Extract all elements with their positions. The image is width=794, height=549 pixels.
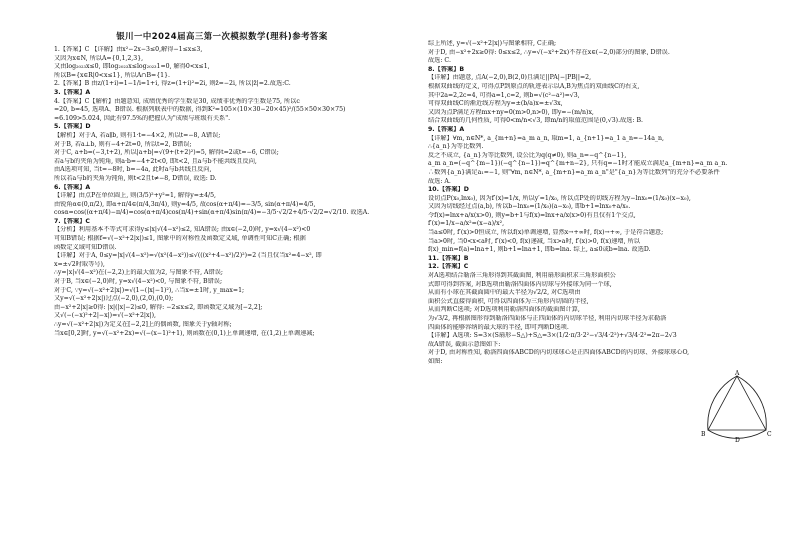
right_column-line: ∴数列{a_n}满足a₁=−1, 则"∀m, n∈N*, a_{m+n}=a_m a_n"是"{a_n}为等比数列"的充分不必要条件 bbox=[428, 168, 720, 176]
right_column-line: 当a>0时, 当0<x<a时, f′(x)<0, f(x)递减, 当x>a时, f′(x)>0, f(x)递增, 所以 bbox=[428, 237, 640, 245]
right_column-line: 故选: A. bbox=[428, 177, 451, 185]
right_column-line: 对于D, 由对称性知, 勒洛四面体ABCD的内切球球心是正四面体ABCD的内切球、外接球球心O, bbox=[428, 349, 690, 357]
left_column-line: 【详解】对于A, 0≤y=|x|√(4−x²)=√(x²(4−x²))≤√(((x²+4−x²)/2)²)=2 (当且仅当x²=4−x², 即 bbox=[54, 252, 322, 260]
right_column-line: 为√3/2, 再根据图形得到勒洛四面体与正四面体的内切球半径, 利用内切球半径为求勒洛 bbox=[428, 315, 667, 322]
left_column-line: =20, b=45, 选项A、B错误. 根据列联表中的数据, 得到K²=105×(10×30−20×45)²/(55×50×30×75) bbox=[54, 106, 346, 114]
reuleaux-triangle-figure bbox=[700, 370, 774, 444]
page-title: 银川一中2024届高三第一次模拟数学(理科)参考答案 bbox=[116, 31, 328, 41]
inner-triangle bbox=[708, 376, 766, 430]
left_column-line: 可知B错误; 根据f=√(−x²+2|x|)≤1, 图象中的对称性及函数定义域, 单调性可知C正确; 根据 bbox=[54, 235, 306, 243]
left_column-line: 【分析】利用基本不等式可求得y≤|x|√(4−x²)≤2, 知A错误; 由x∈(−2,0)时, y=x√(4−x²)<0 bbox=[54, 226, 311, 234]
right_column-line: 故选: C. bbox=[428, 57, 451, 65]
right_column-line: f(x)_min=f(a)=lna+1, 则b+1=lna+1, 即b=lna. 综上, a≤0或b=lna. 故选D. bbox=[428, 246, 651, 254]
right_column-line: 故A错误, 截面示意图如下: bbox=[428, 340, 501, 348]
right_column-line: 9.【答案】A bbox=[428, 125, 465, 133]
right_column-line: 对A选项结合勒洛三角形得到其截面图, 利用扇形面积求三角形面积公 bbox=[428, 272, 616, 280]
left_column-line: 又√(−(−x)²+2|−x|)=√(−x²+2|x|), bbox=[54, 312, 156, 320]
left_column-line: 7.【答案】C bbox=[54, 217, 90, 225]
right_column-line: 面积公式直接得面积, 可得以四面体为三角形内切圆的半径, bbox=[428, 297, 589, 305]
vertex-label-c: C bbox=[767, 431, 772, 438]
right_column-line: ∴{a_n}为等比数列. bbox=[428, 143, 484, 151]
reuleaux-outline bbox=[708, 376, 767, 438]
left_column-line: 又y=√(−x²+2|x|)过点(−2,0),(2,0),(0,0); bbox=[54, 295, 174, 303]
left_column-line: 对于B, 当x∈(−2,0)时, y=x√(4−x²)<0, 与图象不符, B错误; bbox=[54, 278, 223, 286]
right_column-line: f′(x)=1/x−a/x²=(x−a)/x², bbox=[428, 220, 505, 228]
left_column-line: 由−x²+2|x|≥0得: |x|(|x|−2)≤0, 解得: −2≤x≤2, 即函数定义域为[−2,2]; bbox=[54, 303, 263, 311]
left_column-line: x=±√2时取等号), bbox=[54, 260, 105, 268]
left-column bbox=[54, 46, 390, 338]
right_column-line: 对于D, 由−x²+2x≥0得: 0≤x≤2, ∴y=√(−x²+2x)不存在x∈(−2,0)部分的图象, D错误. bbox=[428, 48, 670, 56]
left_column-line: 所以若a与b的夹角为钝角, 则t<2且t≠−8, D错误, 故选: D. bbox=[54, 174, 217, 182]
right_column-line: 【详解】A选项: S=3×(S扇形−S△)+S△=3×(1/2·π/3·2²−√3/4·2²)+√3/4·2²=2π−2√3 bbox=[428, 332, 677, 340]
right_column-line: 设切点P(x₀,lnx₀), 因为f′(x)=1/x, 所以y′=1/x₀, 所以点P处的切线方程为y−lnx₀=(1/x₀)(x−x₀), bbox=[428, 194, 691, 202]
right_column-line: 从而有小球在其截面圆中的最大半径为√2/2, 对C选项由 bbox=[428, 289, 581, 297]
right_column-line: 四面体的能够容纳的最大球的半径, 即可判断D选项. bbox=[428, 323, 569, 331]
right_column-line: 根据双曲线的定义, 可得点P到原点的轨迹表示以A,B为焦点的双曲线C的右支, bbox=[428, 82, 640, 90]
vertex-label-a: A bbox=[735, 370, 740, 377]
right_column-line: 式即可得到答案, 对B选项由勒洛四面体内切球与外接球为同一个球, bbox=[428, 280, 612, 288]
right_column-line: 令f(x)=lnx+a/x(x>0), 则y=b+1与f(x)=lnx+a/x(x>0)有且仅有1个交点, bbox=[428, 211, 636, 219]
left_column-line: 1.【答案】C 【详解】由x²−2x−3≤0,解得−1≤x≤3, bbox=[54, 46, 203, 53]
left_column-line: 函数定义域可知D错误. bbox=[54, 243, 117, 251]
right_column-line: 【详解】由题意, 点A(−2,0),B(2,0)且满足||PA|−|PB||=2, bbox=[428, 74, 592, 82]
right_column-line: 反之不成立, {a_n}为等比数列, 设公比为q(q≠0), 则a_n=−q^{n−1}, bbox=[428, 151, 627, 159]
right_column-line: 当a≤0时, f′(x)>0恒成立, 所以f(x)单调递增, 显然x→+∞时, f(x)→+∞, 于是符合题意; bbox=[428, 229, 664, 237]
right-column bbox=[428, 40, 768, 367]
left_column-line: ∴y=|x|√(4−x²)在(−2,2)上的最大值为2, 与图象不符, A错误; bbox=[54, 269, 223, 277]
right_column-line: 又因为点P满足方程mx+ny=0(m>0,n>0), 即y=−(m/n)x, bbox=[428, 108, 594, 116]
left_column-line: 又由log₂₀₂₃x≤0, 即log₂₀₂₃x≤log₂₀₂₃1=0, 解得0<x≤1, bbox=[54, 63, 210, 71]
left_column-line: ≈6.109>5.024, 因此有97.5%的把握认为"成绩与班级有关系". bbox=[54, 114, 231, 122]
left_column-line: 6.【答案】A bbox=[54, 183, 91, 191]
left_column-line: 对于C, ∵y=√(−x²+2|x|)=√(1−(|x|−1)²), ∴当x=±1时, y_max=1; bbox=[54, 286, 245, 294]
left_column-line: ∴y=√(−x²+2|x|)为定义在[−2,2]上的偶函数, 图象关于y轴对称; bbox=[54, 321, 232, 328]
right_column-line: 结合双曲线的几何性质, 可得0<m/n<√3, 即m/n的取值范围是(0,√3).故选: B. bbox=[428, 117, 644, 125]
left_column-line: 由A选项可知, 当t=−8时, b=−4a, 此时a与b共线且反向, bbox=[54, 166, 212, 174]
left_column-line: 对于C, a+b=(−3,t+2), 所以|a+b|=√(9+(t+2)²)=5, 解得t=2或t=−6, C错误; bbox=[54, 149, 279, 157]
left_column-line: 对于B, 若a⊥b, 则有−4+2t=0, 所以t=2, B错误; bbox=[54, 140, 192, 148]
right_column-line: 8.【答案】B bbox=[428, 65, 465, 73]
right_column-line: a_m a_n=(−q^{m−1})(−q^{n−1})=q^{m+n−2}, 只有q=−1时才能成立满足a_{m+n}=a_m a_n. bbox=[428, 160, 728, 168]
left_column-line: 【解析】对于A, 若a∥b, 则有1·t=−4×2, 所以t=−8, A错误; bbox=[54, 131, 221, 139]
right_column-line: 从而判断C选项; 对D选项利用勒洛四面体的截面图计算, bbox=[428, 306, 580, 314]
left_column-line: 【详解】由点P在单位圆上, 则(3/5)²+y²=1, 解得y=±4/5, bbox=[54, 192, 216, 200]
right_column-line: 其中2a=2,2c=4, 可得a=1,c=2, 则b=√(c²−a²)=√3, bbox=[428, 91, 580, 99]
vertex-label-b: B bbox=[701, 431, 706, 438]
right_column-line: 12.【答案】C bbox=[428, 263, 469, 271]
left_column-line: cosα=cos((α+π/4)−π/4)=cos(α+π/4)cos(π/4)+sin(α+π/4)sin(π/4)=−3/5·√2/2+4/5·√2/2=√2/10. 故选A. bbox=[54, 209, 370, 217]
left_column-line: 5.【答案】D bbox=[54, 123, 91, 131]
right_column-line: 可得双曲线C的渐近线方程为y=±(b/a)x=±√3x, bbox=[428, 100, 563, 108]
left_column-line: 3.【答案】A bbox=[54, 88, 91, 96]
right_column-line: 综上所述, y=√(−x²+2|x|)与图象相符, C正确; bbox=[428, 40, 557, 47]
left_column-line: 4.【答案】C【解析】由题意知, 成绩优秀的学生数是30, 成绩非优秀的学生数是75, 所以c bbox=[54, 97, 300, 105]
left_column-line: 由锐角α∈(0,π/2), 即α+π/4∈(π/4,3π/4), 则y=4/5, 故cos(α+π/4)=−3/5, sin(α+π/4)=4/5, bbox=[54, 200, 316, 208]
right_column-line: 又因为切线经过点(a,b), 所以b−lnx₀=(1/x₀)(a−x₀), 即b+1=lnx₀+a/x₀. bbox=[428, 203, 631, 211]
vertex-label-d: D bbox=[735, 437, 740, 444]
right_column-line: 11.【答案】B bbox=[428, 254, 469, 262]
right_column-line: 10.【答案】D bbox=[428, 186, 469, 194]
right_column-line: 【详解】∀m, n∈N*, a_{m+n}=a_m a_n, 取m=1, a_{n+1}=a_1 a_n=−14a_n, bbox=[428, 134, 664, 142]
right_column-line: 如图: bbox=[428, 357, 443, 365]
left_column-line: 当x∈[0,2]时, y=√(−x²+2x)=√(−(x−1)²+1), 则函数在(0,1)上单调递增, 在(1,2)上单调递减; bbox=[54, 329, 315, 337]
left_column-line: 所以B={x∈R|0<x≤1}, 所以A∩B={1}. bbox=[54, 71, 170, 79]
left_column-line: 若a与b的夹角为钝角, 则a·b=−4+2t<0, 即t<2, 且a与b不能共线且反向, bbox=[54, 157, 257, 165]
left_column-line: 2.【答案】B 由z/(1+i)=1−1/i=1+i, 得z=(1+i)²=2i, 则z̄=−2i, 所以|z̄|=2.故选:C. bbox=[54, 80, 291, 88]
left_column-line: 又因为x∈N, 所以A={0,1,2,3}, bbox=[54, 54, 144, 62]
